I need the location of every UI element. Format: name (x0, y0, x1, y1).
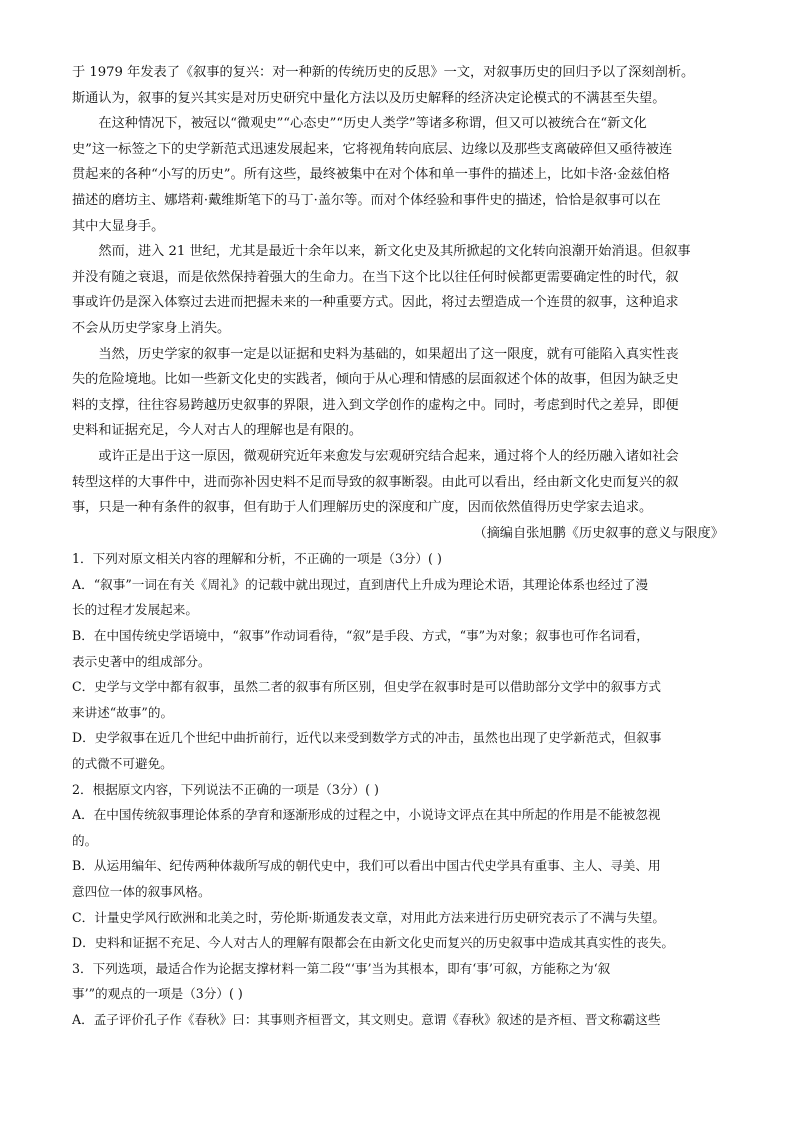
questions (72, 546, 724, 1032)
text-line: 事或许仍是深入体察过去进而把握未来的一种重要方式。因此，将过去塑造成一个连贯的叙事，这种追求 (72, 295, 679, 311)
question-2 (72, 777, 724, 956)
text-line: 贯起来的各种“小写的历史”。所有这些，最终被集中在对个体和单一事件的描述上，比如卡洛·金兹伯格 (72, 167, 670, 183)
option-c-line: 来讲述“故事”的。 (72, 704, 174, 720)
text-line: 当然，历史学家的叙事一定是以证据和史料为基础的，如果超出了这一限度，就有可能陷入真实性丧 (98, 346, 679, 362)
text-line: 其中大显身手。 (72, 218, 165, 234)
option-c-line: C．史学与文学中都有叙事，虽然二者的叙事有所区别，但史学在叙事时是可以借助部分文学中的叙事方式 (72, 679, 661, 695)
text-line: 转型这样的大事件中，进而弥补因史料不足而导致的叙事断裂。由此可以看出，经由新文化史而复兴的叙 (72, 474, 679, 490)
option-d-line: D．史料和证据不充足、今人对古人的理解有限都会在由新文化史而复兴的历史叙事中造成其真实性的丧失。 (72, 935, 675, 951)
option-b-line: B．在中国传统史学语境中，“叙事”作动词看待，“叙”是手段、方式，“事”为对象；叙事也可作名词看， (72, 628, 649, 644)
text-line: 史料和证据充足，今人对古人的理解也是有限的。 (72, 423, 363, 439)
question-3 (72, 956, 724, 1033)
text-line: 斯通认为，叙事的复兴其实是对历史研究中量化方法以及历史解释的经济决定论模式的不满甚至失望。 (72, 90, 666, 106)
option-b-line: 意四位一体的叙事风格。 (72, 884, 211, 899)
option-d-line: 的式微不可避免。 (72, 756, 173, 772)
passage (72, 60, 724, 546)
text-line: 不会从历史学家身上消失。 (72, 320, 231, 336)
paragraph-4 (72, 342, 724, 444)
text-line: 或许正是出于这一原因，微观研究近年来愈发与宏观研究结合起来，通过将个人的经历融入诸如社会 (98, 448, 679, 464)
option-a-line: A．孟子评价孔子作《春秋》曰：其事则齐桓晋文，其文则史。意谓《春秋》叙述的是齐桓、晋文称霸这些 (72, 1011, 661, 1027)
text-line: 料的支撑，往往容易跨越历史叙事的界限，进入到文学创作的虚构之中。同时，考虑到时代之差异，即便 (72, 397, 679, 413)
paragraph-1 (72, 60, 724, 111)
text-line: 失的危险境地。比如一些新文化史的实践者，倾向于从心理和情感的层面叙述个体的故事，但因为缺乏史 (72, 372, 679, 388)
option-a-line: 长的过程才发展起来。 (72, 602, 198, 618)
source-citation: （摘编自张旭鹏《历史叙事的意义与限度》 (473, 525, 724, 541)
question-1 (72, 546, 724, 776)
text-line: 在这种情况下，被冠以“微观史”“心态史”“历史人类学”等诸多称谓，但又可以被统合在“新文化 (98, 116, 647, 132)
option-b-line: 表示史著中的组成部分。 (72, 653, 211, 669)
option-c-line: C．计量史学风行欧洲和北美之时，劳伦斯·斯通发表文章，对用此方法来进行历史研究表示了不满与失望。 (72, 909, 665, 925)
text-line: 然而，进入 21 世纪，尤其是最近十余年以来，新文化史及其所掀起的文化转向浪潮开始消退。但叙事 (98, 244, 691, 260)
text-line: 并没有随之衰退，而是依然保持着强大的生命力。在当下这个比以往任何时候都更需要确定性的时代，叙 (72, 269, 679, 285)
text-line: 描述的磨坊主、娜塔莉·戴维斯笔下的马丁·盖尔等。而对个体经验和事件史的描述，恰恰是叙事可以在 (72, 192, 661, 208)
question-stem: 2．根据原文内容，下列说法不正确的一项是（3分）( ) (72, 781, 379, 797)
option-b-line: B．从运用编年、纪传两种体裁所写成的朝代史中，我们可以看出中国古代史学具有重事、主人、寻美、用 (72, 858, 661, 874)
question-stem: 1．下列对原文相关内容的理解和分析，不正确的一项是（3分）( ) (72, 551, 442, 567)
option-a-line: A．在中国传统叙事理论体系的孕育和逐渐形成的过程之中，小说诗文评点在其中所起的作用是不能被忽视 (72, 807, 661, 823)
question-stem: 3．下列选项，最适合作为论据支撑材料一第二段“‘事’当为其根本，即有‘事’可叙，方能称之为‘叙 (72, 960, 611, 976)
option-a-line: A．“叙事”一词在有关《周礼》的记载中就出现过，直到唐代上升成为理论术语，其理论体系也经过了漫 (72, 576, 649, 592)
paragraph-2 (72, 111, 724, 239)
text-line: 于 1979 年发表了《叙事的复兴：对一种新的传统历史的反思》一文，对叙事历史的回归予以了深刻剖析。 (72, 65, 695, 80)
option-a-line: 的。 (72, 832, 98, 848)
option-d-line: D．史学叙事在近几个世纪中曲折前行，近代以来受到数学方式的冲击，虽然也出现了史学新范式，但叙事 (72, 730, 662, 746)
text-line: 史”这一标签之下的史学新范式迅速发展起来，它将视角转向底层、边缘以及那些支离破碎但又亟待被连 (72, 141, 673, 157)
paragraph-3 (72, 239, 724, 341)
text-line: 事，只是一种有条件的叙事，但有助于人们理解历史的深度和广度，因而依然值得历史学家去追求。 (72, 500, 653, 516)
question-stem: 事’”的观点的一项是（3分）( ) (72, 986, 243, 1002)
document-page (72, 60, 724, 1033)
paragraph-5 (72, 444, 724, 521)
